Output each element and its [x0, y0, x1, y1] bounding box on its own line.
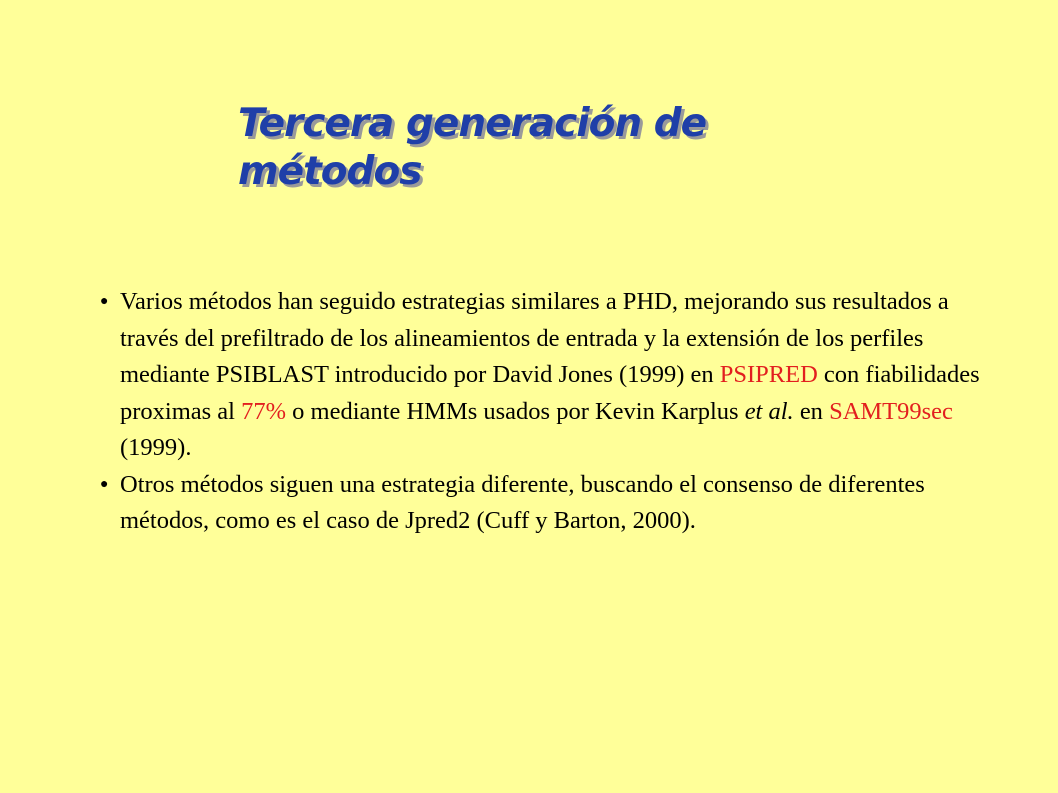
bullet-item-1	[100, 284, 990, 467]
bullet-dot-icon: ●	[100, 476, 109, 492]
psipred-highlight: PSIPRED	[719, 361, 818, 388]
bullet-item-2	[100, 467, 990, 540]
samt99sec-highlight: SAMT99sec	[829, 397, 953, 425]
bullet-1-text-3: o mediante HMMs usados por Kevin Karplus	[286, 397, 745, 425]
et-al-text: et al.	[744, 397, 794, 425]
bullet-dot-icon: ●	[100, 294, 109, 309]
bullet-1-text: Varios métodos han seguido estrategias similares a PHD, mejorando sus resultados a través del prefiltrado de los alineamientos de entrada y la extensión de los perfiles mediante PSIBLAST introducido por David Jones (1999) en	[120, 288, 949, 388]
bullet-1-text-5: (1999).	[120, 434, 192, 461]
bullet-1-text-4: en	[793, 397, 830, 425]
bullet-1-text-2: con fiabilidades proximas al	[120, 361, 980, 425]
slide-title	[238, 100, 838, 196]
accuracy-highlight: 77%	[241, 397, 287, 425]
bullet-2-text: Otros métodos siguen una estrategia diferente, buscando el consenso de diferentes métodos, como es el caso de Jpred2 (Cuff y Barton, 2000).	[120, 470, 925, 534]
bullet-list	[100, 284, 990, 540]
slide-title-line-1: Tercera generación de	[238, 101, 707, 146]
slide-title-line-2: métodos	[238, 149, 422, 194]
